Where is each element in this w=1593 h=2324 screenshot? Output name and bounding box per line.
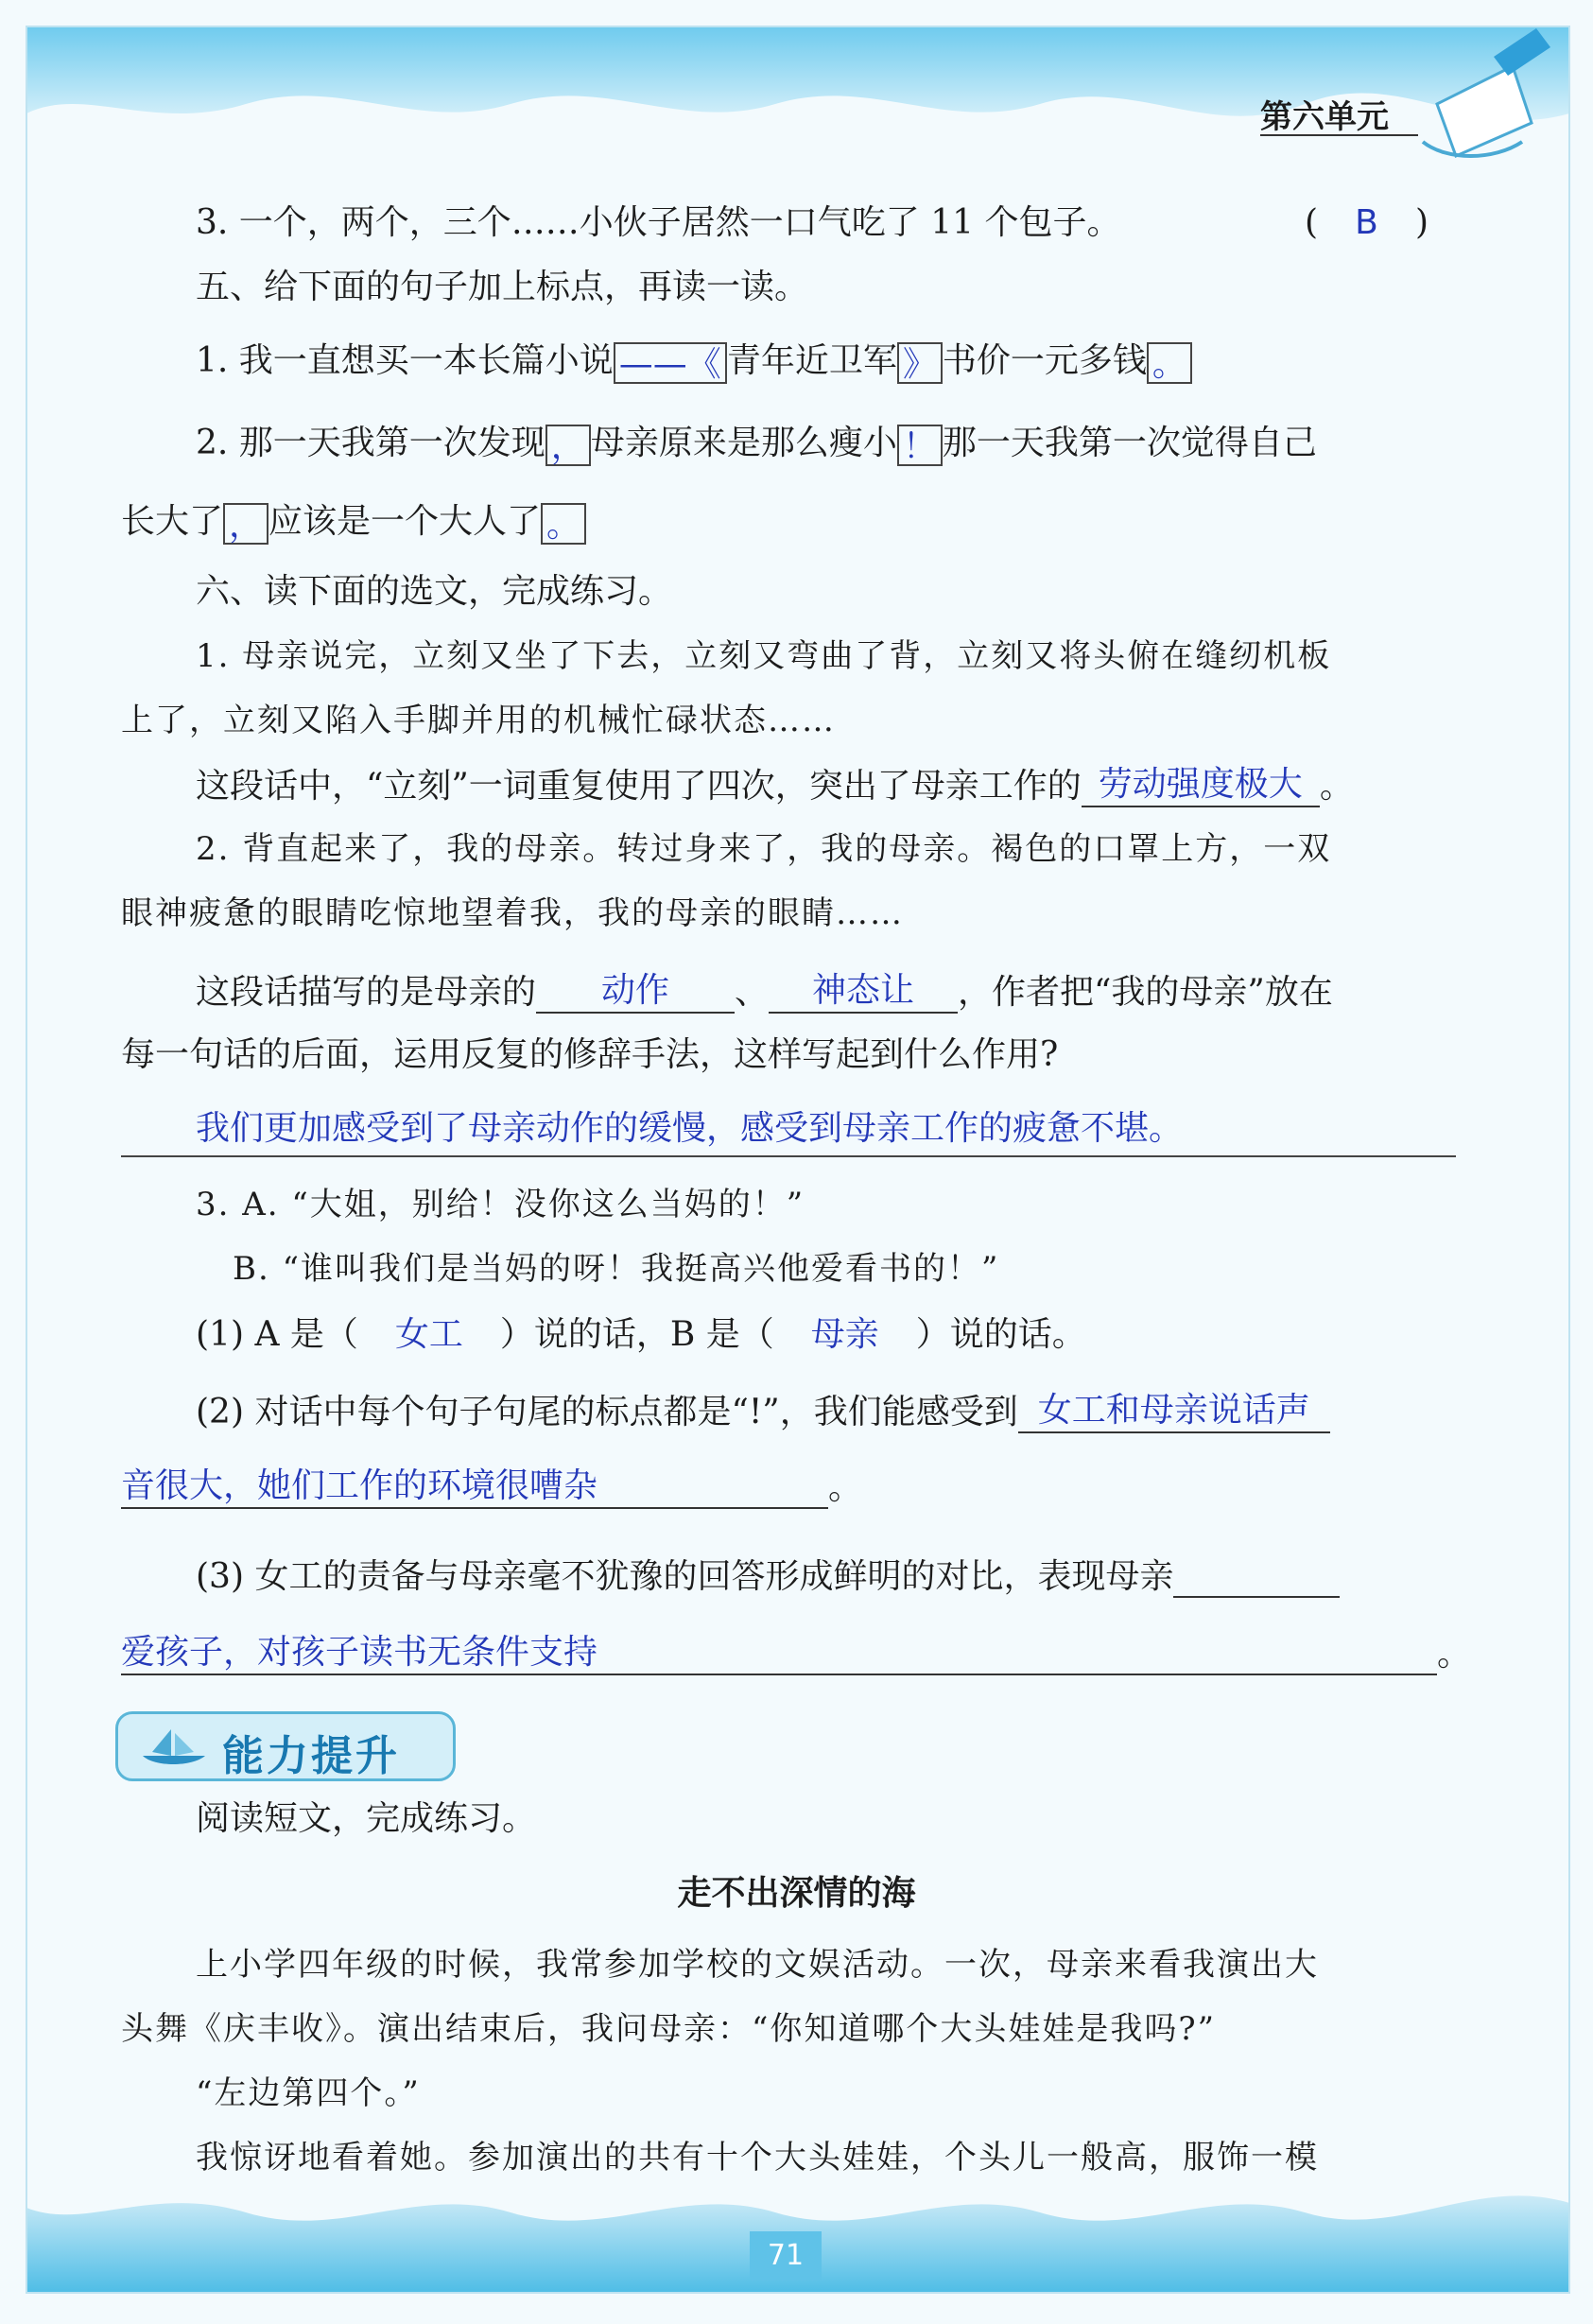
section5-title: 五、给下面的句子加上标点，再读一读。 <box>196 268 809 306</box>
passage1-line2: 上了，立刻又陷入手脚并用的机械忙碌状态…… <box>121 702 836 739</box>
page-number: 71 <box>750 2231 822 2281</box>
passage2-question-cont: 每一句话的后面，运用反复的修辞手法，这样写起到什么作用? <box>121 1035 1059 1074</box>
q3-item <box>196 202 1121 244</box>
passage2-line2: 眼神疲惫的眼睛吃惊地望着我，我的母亲的眼睛…… <box>121 894 904 932</box>
ability-title: 能力提升 <box>222 1732 400 1780</box>
q2-end: 。 <box>828 1468 863 1507</box>
s2-text-b: 母亲原来是那么瘦小 <box>590 424 897 462</box>
p1-end: 。 <box>1319 767 1354 806</box>
ability-section-badge <box>115 1711 456 1781</box>
story-paragraph2: “左边第四个。” <box>196 2074 421 2112</box>
passage3-line-b: B. “谁叫我们是当妈的呀！我挺高兴他爱看书的！” <box>233 1250 1000 1288</box>
s2-text-e: 应该是一个大人了 <box>268 502 542 541</box>
q1-answer1: 女工 <box>394 1315 463 1354</box>
passage2-question <box>196 970 1333 1014</box>
q1-text-b: ）说的话，B 是（ <box>499 1315 774 1354</box>
ship-icon <box>135 1724 211 1773</box>
q1-text-a: (1) A 是（ <box>196 1315 358 1354</box>
q6-3-3 <box>196 1556 1340 1598</box>
q3-blank <box>1173 1596 1340 1598</box>
p2-answer1: 动作 <box>536 970 735 1014</box>
passage3-line-a: 3. A. “大姐，别给！没你这么当妈的！” <box>196 1186 805 1223</box>
s2-text-a: 2. 那一天我第一次发现 <box>196 424 545 462</box>
story-paragraph1-line2: 头舞《庆丰收》。演出结束后，我问母亲：“你知道哪个大头娃娃是我吗?” <box>121 2010 1216 2048</box>
p1-question-text: 这段话中，“立刻”一词重复使用了四次，突出了母亲工作的 <box>196 767 1082 806</box>
story-paragraph1-line1: 上小学四年级的时候，我常参加学校的文娱活动。一次，母亲来看我演出大 <box>196 1946 1319 1984</box>
punct-box: ！ <box>897 425 943 466</box>
q2-answer-a: 女工和母亲说话声 <box>1018 1390 1330 1433</box>
q3-answer-paren <box>1305 202 1429 244</box>
s2-text-d: 长大了 <box>121 502 224 541</box>
paren-open: ( <box>1305 203 1319 242</box>
q6-3-2-cont <box>121 1466 862 1509</box>
story-paragraph3: 我惊讶地看着她。参加演出的共有十个大头娃娃，个头儿一般高，服饰一模 <box>196 2139 1319 2177</box>
punct-box: ——《 <box>614 342 727 384</box>
q3-end: 。 <box>1437 1635 1472 1674</box>
punct-box: 。 <box>541 503 586 545</box>
paren-close: ) <box>1414 203 1429 242</box>
passage1-question <box>196 764 1354 807</box>
p2-question-b: ，作者把“我的母亲”放在 <box>958 973 1333 1012</box>
q3-text: 3. 一个，两个，三个……小伙子居然一口气吃了 11 个包子。 <box>196 203 1121 242</box>
punct-box: ， <box>223 503 268 545</box>
q6-3-2 <box>196 1390 1330 1433</box>
punct-box: ， <box>545 425 591 466</box>
s1-text-a: 1. 我一直想买一本长篇小说 <box>196 341 614 380</box>
s1-text-c: 书价一元多钱 <box>942 341 1147 380</box>
q6-3-3-cont <box>121 1632 1471 1675</box>
s2-text-c: 那一天我第一次觉得自己 <box>942 424 1317 462</box>
reading-instruction: 阅读短文，完成练习。 <box>196 1799 537 1838</box>
p2-answer2: 神态让 <box>769 970 958 1014</box>
sec5-sentence2-cont <box>121 501 586 545</box>
q1-text-c: ）说的话。 <box>915 1315 1086 1354</box>
q3-answer: 爱孩子，对孩子读书无条件支持 <box>121 1632 1437 1675</box>
p2-sep: 、 <box>735 973 770 1012</box>
passage2-line1: 2. 背直起来了，我的母亲。转过身来了，我的母亲。褐色的口罩上方，一双 <box>196 830 1332 868</box>
p2-question-a: 这段话描写的是母亲的 <box>196 973 537 1012</box>
punct-box: 》 <box>897 342 943 384</box>
passage1-line1: 1. 母亲说完，立刻又坐了下去，立刻又弯曲了背，立刻又将头俯在缝纫机板 <box>196 637 1332 675</box>
unit-label: 第六单元 <box>1260 98 1389 136</box>
q6-3-1 <box>196 1314 1086 1356</box>
q2-answer-b: 音很大，她们工作的环境很嘈杂 <box>121 1466 828 1509</box>
p1-answer: 劳动强度极大 <box>1082 764 1320 807</box>
story-title: 走不出深情的海 <box>677 1873 916 1913</box>
punct-box: 。 <box>1147 342 1192 384</box>
q1-answer2: 母亲 <box>810 1315 879 1354</box>
q3-answer: B <box>1355 203 1378 242</box>
answer-line <box>121 1155 1456 1157</box>
passage2-answer3: 我们更加感受到了母亲动作的缓慢，感受到母亲工作的疲惫不堪。 <box>196 1109 1184 1148</box>
section6-title: 六、读下面的选文，完成练习。 <box>196 572 673 611</box>
sec5-sentence1 <box>196 340 1192 384</box>
sec5-sentence2 <box>196 423 1317 466</box>
q3-text: (3) 女工的责备与母亲毫不犹豫的回答形成鲜明的对比，表现母亲 <box>196 1557 1174 1596</box>
q2-text: (2) 对话中每个句子句尾的标点都是“!”，我们能感受到 <box>196 1393 1018 1431</box>
s1-text-b: 青年近卫军 <box>726 341 897 380</box>
